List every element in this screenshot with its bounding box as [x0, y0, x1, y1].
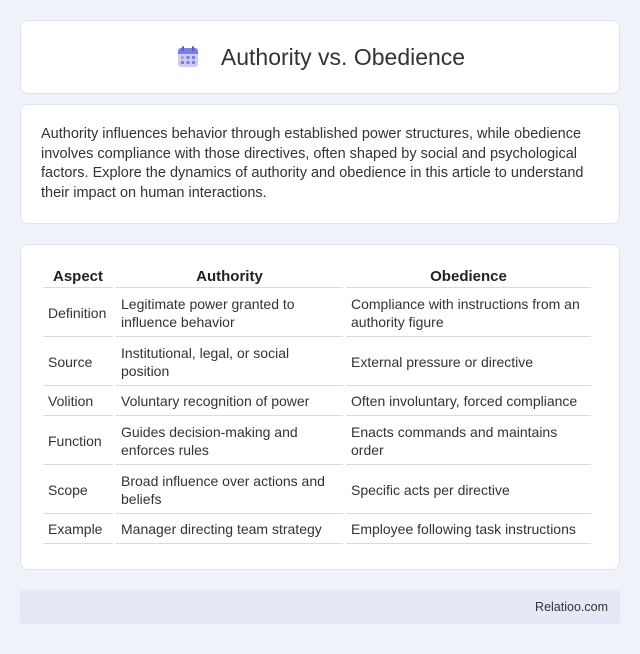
cell-aspect: Source	[43, 337, 113, 386]
cell-obedience: Employee following task instructions	[346, 514, 591, 544]
cell-obedience: Compliance with instructions from an authority figure	[346, 288, 591, 337]
table-row	[43, 337, 591, 386]
footer-bar	[20, 590, 620, 624]
table-row	[43, 288, 591, 337]
table-row	[43, 416, 591, 465]
header-obedience: Obedience	[346, 264, 591, 288]
cell-obedience: Often involuntary, forced compliance	[346, 386, 591, 416]
cell-aspect: Scope	[43, 465, 113, 514]
comparison-card	[20, 244, 620, 570]
table-row	[43, 465, 591, 514]
cell-authority: Voluntary recognition of power	[116, 386, 343, 416]
intro-card	[20, 104, 620, 224]
calendar-icon	[175, 44, 201, 70]
cell-obedience: Specific acts per directive	[346, 465, 591, 514]
cell-authority: Legitimate power granted to influence behavior	[116, 288, 343, 337]
header-authority: Authority	[116, 264, 343, 288]
footer-brand: Relatioo.com	[535, 600, 608, 614]
cell-authority: Guides decision-making and enforces rules	[116, 416, 343, 465]
cell-aspect: Volition	[43, 386, 113, 416]
cell-obedience: External pressure or directive	[346, 337, 591, 386]
intro-paragraph: Authority influences behavior through established power structures, while obedience involves compliance with those directives, often shaped by social and psychological factors. Explore the dynamics of authority and obedience in this article to understand their impact on human interactions.	[41, 126, 584, 201]
cell-authority: Manager directing team strategy	[116, 514, 343, 544]
title-card	[20, 20, 620, 94]
cell-aspect: Example	[43, 514, 113, 544]
cell-authority: Broad influence over actions and beliefs	[116, 465, 343, 514]
cell-authority: Institutional, legal, or social position	[116, 337, 343, 386]
cell-aspect: Definition	[43, 288, 113, 337]
cell-aspect: Function	[43, 416, 113, 465]
table-row	[43, 514, 591, 544]
cell-obedience: Enacts commands and maintains order	[346, 416, 591, 465]
table-row	[43, 386, 591, 416]
header-aspect: Aspect	[43, 264, 113, 288]
page-title: Authority vs. Obedience	[220, 43, 466, 70]
table-header-row	[43, 264, 591, 288]
comparison-table	[40, 264, 594, 544]
